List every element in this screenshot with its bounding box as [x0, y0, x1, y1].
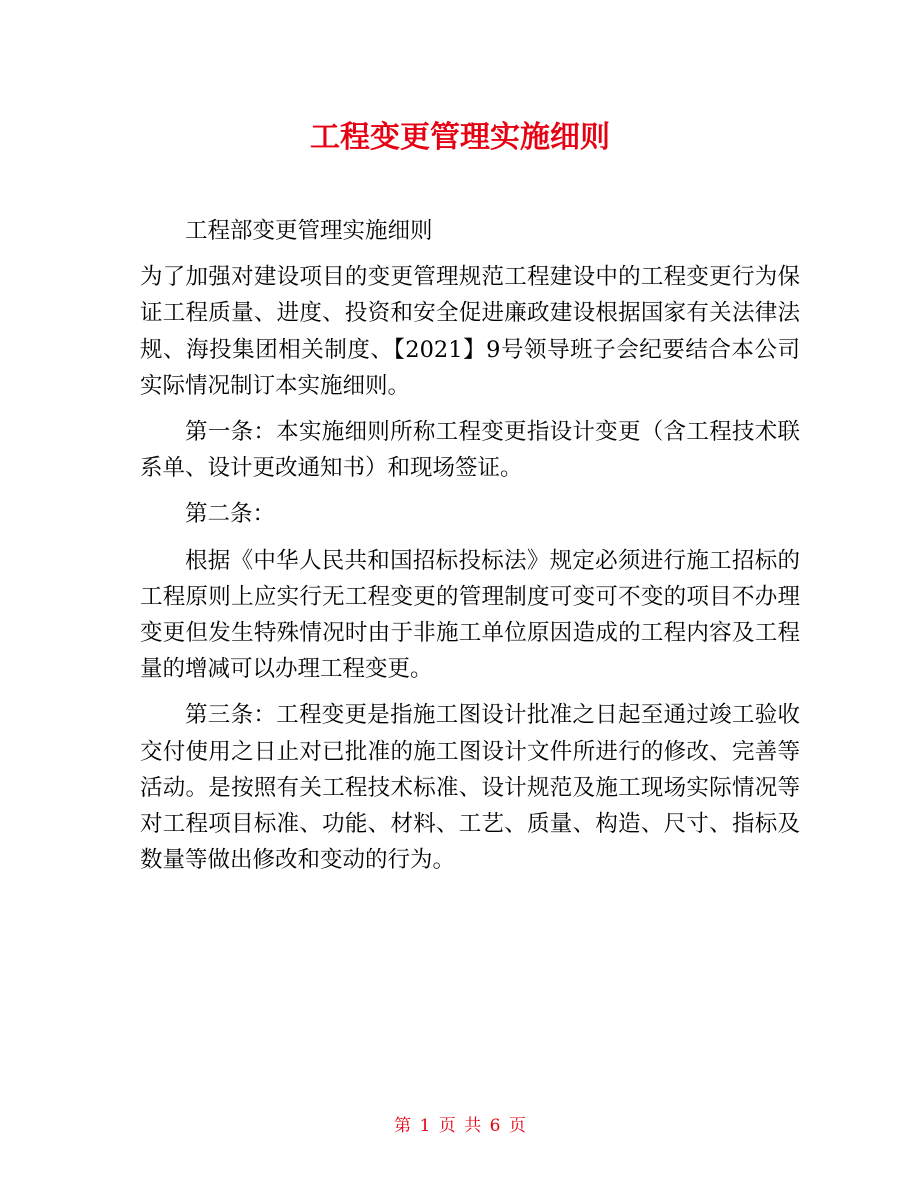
paragraph-article-2-body: 根据《中华人民共和国招标投标法》规定必须进行施工招标的工程原则上应实行无工程变更的管理制度可变可不变的项目不办理变更但发生特殊情况时由于非施工单位原因造成的工程内容及工程量的增减可以办理工程变更。 [140, 547, 800, 683]
document-body [140, 213, 800, 888]
paragraph-article-3: 第三条：工程变更是指施工图设计批准之日起至通过竣工验收交付使用之日止对已批准的施工图设计文件所进行的修改、完善等活动。是按照有关工程技术标准、设计规范及施工现场实际情况等对工程项目标准、功能、材料、工艺、质量、构造、尺寸、指标及数量等做出修改和变动的行为。 [140, 702, 800, 874]
paragraph-article-2-heading: 第二条： [185, 501, 276, 528]
paragraph-subtitle: 工程部变更管理实施细则 [185, 218, 433, 244]
document-title: 工程变更管理实施细则 [310, 120, 610, 155]
page-number-footer: 第 1 页 共 6 页 [394, 1116, 526, 1136]
paragraph-preamble: 为了加强对建设项目的变更管理规范工程建设中的工程变更行为保证工程质量、进度、投资和安全促进廉政建设根据国家有关法律法规、海投集团相关制度、【2021】9号领导班子会纪要结合本公司实际情况制订本实施细则。 [140, 264, 800, 399]
paragraph-article-1: 第一条：本实施细则所称工程变更指设计变更（含工程技术联系单、设计更改通知书）和现场签证。 [140, 419, 800, 482]
